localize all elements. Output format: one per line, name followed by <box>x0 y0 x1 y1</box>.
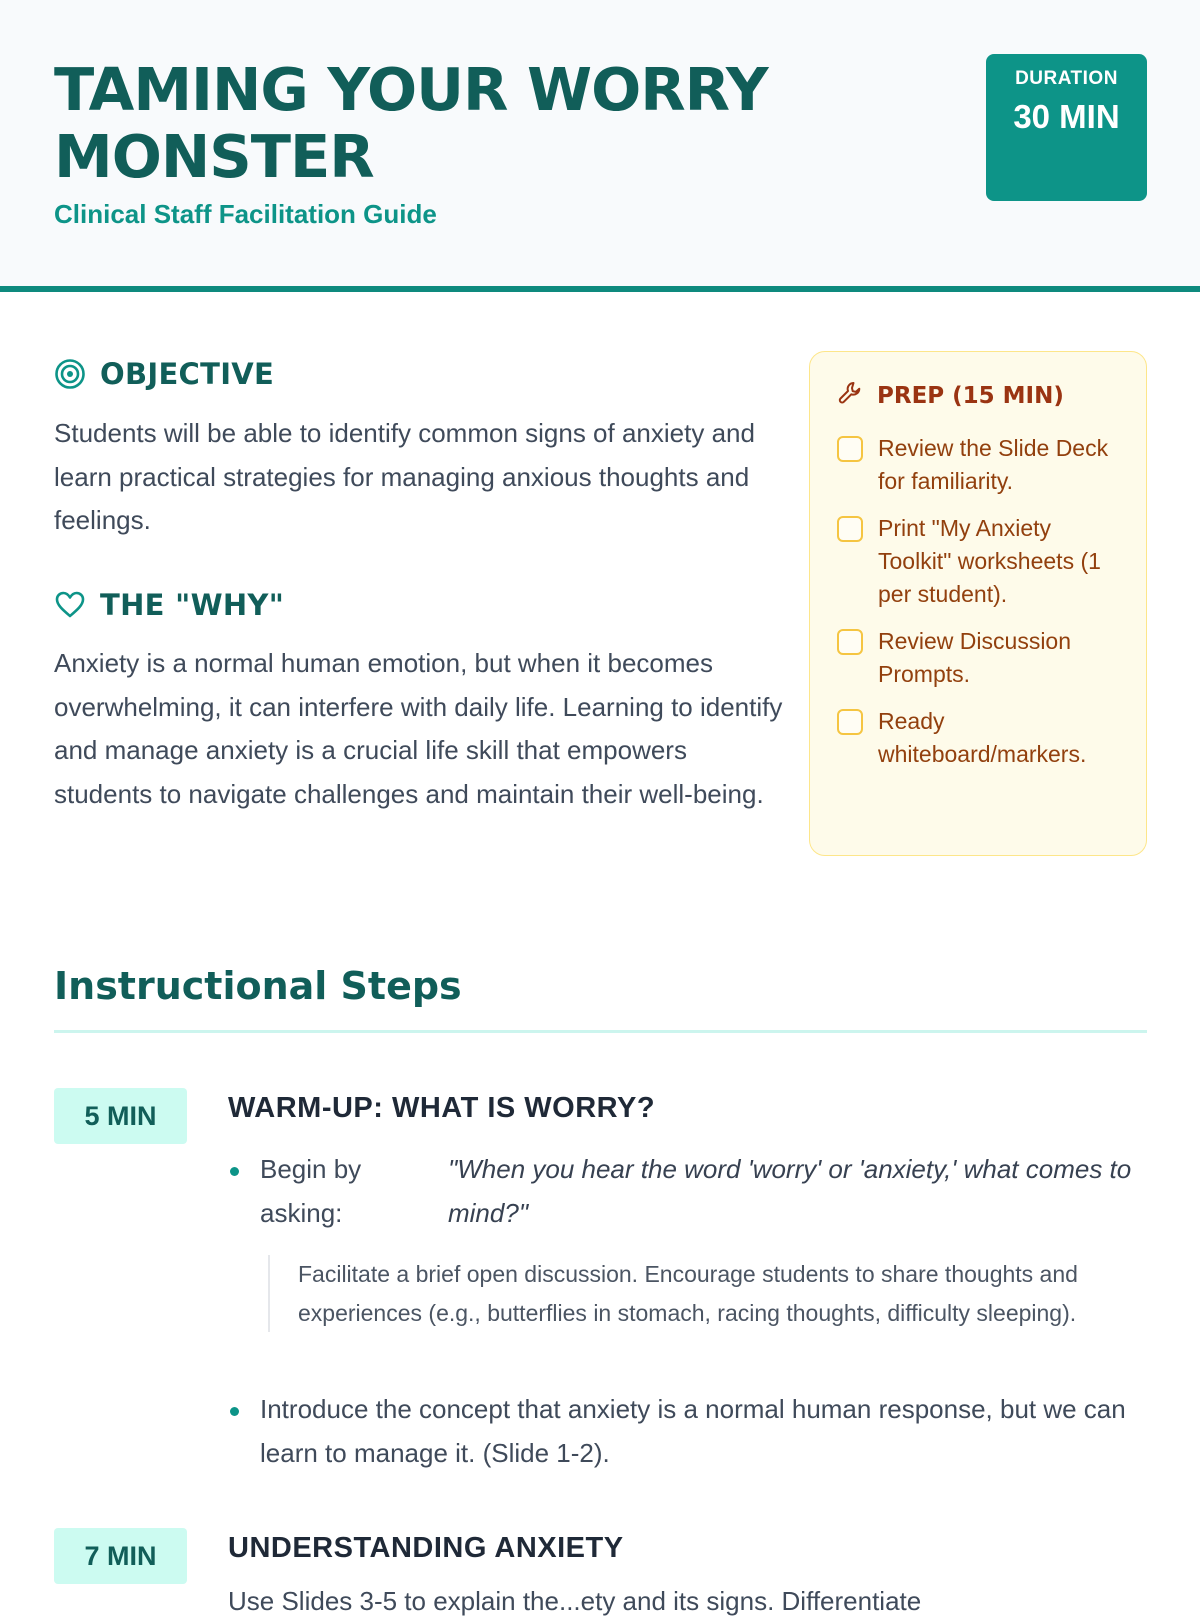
prep-checklist <box>837 432 1127 785</box>
prep-title: PREP (15 MIN) <box>877 382 1064 409</box>
facilitation-note: Facilitate a brief open discussion. Encourage students to share thoughts and experiences (e.g., butterflies in stomach, racing thoughts, difficulty sleeping). <box>268 1255 1147 1332</box>
duration-badge <box>986 54 1147 201</box>
checklist-item[interactable] <box>837 705 1127 771</box>
checkbox[interactable] <box>837 516 863 542</box>
why-text: Anxiety is a normal human emotion, but when it becomes overwhelming, it can interfere with daily life. Learning to identify and manage anxiety is a crucial life skill that empowers students to navigate challenges and maintain their well-being. <box>54 648 783 809</box>
bullet-text: Introduce the concept that anxiety is a normal human response, but we can learn to manage it. (Slide 1-2). <box>260 1394 1126 1468</box>
page-header <box>0 0 1200 292</box>
objective-heading <box>54 357 274 391</box>
why-heading-text: THE "WHY" <box>100 588 285 622</box>
step-title: UNDERSTANDING ANXIETY <box>228 1532 624 1564</box>
bullet-dot <box>230 1407 239 1416</box>
page-subtitle: Clinical Staff Facilitation Guide <box>54 199 437 229</box>
target-icon <box>54 358 86 390</box>
step-time-badge: 7 MIN <box>54 1528 187 1584</box>
duration-label: DURATION <box>1015 68 1118 89</box>
bullet-lead: Begin by asking: <box>260 1154 362 1228</box>
bullet-text: Use Slides 3-5 to explain the...ety and its signs. Differentiate <box>228 1586 922 1616</box>
wrench-icon <box>837 380 863 411</box>
checklist-item-text: Print "My Anxiety Toolkit" worksheets (1 per student). <box>878 515 1101 607</box>
checklist-item[interactable] <box>837 625 1127 691</box>
prep-heading <box>837 380 1064 411</box>
heart-icon <box>54 589 86 621</box>
checkbox[interactable] <box>837 629 863 655</box>
page-title: TAMING YOUR WORRY MONSTER <box>54 55 768 191</box>
checkbox[interactable] <box>837 709 863 735</box>
step-time-badge: 5 MIN <box>54 1088 187 1144</box>
step-title: WARM-UP: WHAT IS WORRY? <box>228 1092 656 1124</box>
bullet-dot <box>230 1167 239 1176</box>
objective-heading-text: OBJECTIVE <box>100 357 275 391</box>
checklist-item-text: Review Discussion Prompts. <box>878 628 1072 687</box>
steps-divider <box>54 1030 1147 1033</box>
checkbox[interactable] <box>837 436 863 462</box>
checklist-item-text: Ready whiteboard/markers. <box>878 708 1087 767</box>
why-heading <box>54 588 284 622</box>
prompt-quote: "When you hear the word 'worry' or 'anxiety,' what comes to mind?" <box>448 1154 1132 1228</box>
prep-card <box>809 351 1147 856</box>
checklist-item-text: Review the Slide Deck for familiarity. <box>878 435 1109 494</box>
objective-text: Students will be able to identify common signs of anxiety and learn practical strategies for managing anxious thoughts and feelings. <box>54 418 755 535</box>
checklist-item[interactable] <box>837 512 1127 611</box>
duration-value: 30 MIN <box>1013 98 1120 135</box>
checklist-item[interactable] <box>837 432 1127 498</box>
steps-title: Instructional Steps <box>54 964 462 1008</box>
